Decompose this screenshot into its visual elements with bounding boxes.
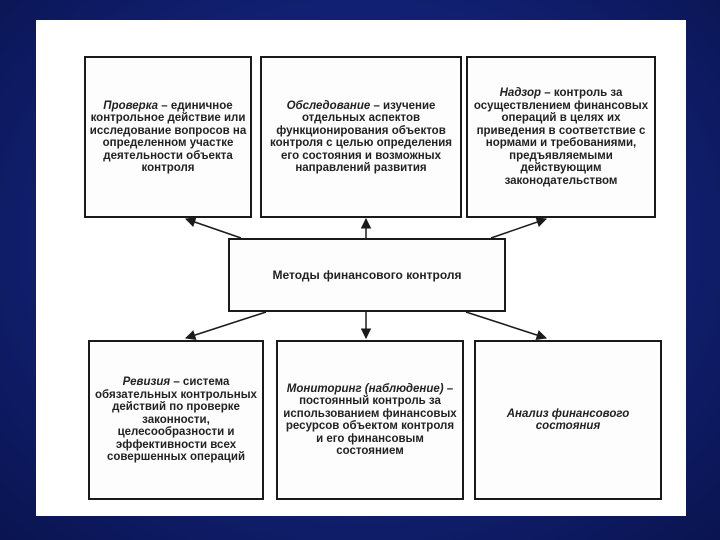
box-analiz <box>474 340 662 500</box>
box-obsledovanie <box>260 56 462 218</box>
arrow-to-proverka <box>186 219 241 238</box>
box-nadzor <box>466 56 656 218</box>
text-reviziya: – система обязательных контрольных действий по проверке законности, целесообразности и эффективности всех совершенных операций <box>95 376 257 464</box>
slide <box>36 20 686 516</box>
text-obsledovanie: – изучение отдельных аспектов функционирования объектов контроля с целью определения его состояния и возможных направлений развития <box>270 99 452 174</box>
text-nadzor: – контроль за осуществлением финансовых операций в целях их приведения в соответствие с нормами и требованиями, предъявляемыми действующим законодательством <box>473 87 649 187</box>
box-reviziya <box>88 340 264 500</box>
term-analiz: Анализ финансового состояния <box>506 407 630 432</box>
term-monitoring: Мониторинг (наблюдение) <box>286 382 444 395</box>
arrow-to-analiz <box>466 312 546 338</box>
term-nadzor: Надзор <box>499 87 542 99</box>
box-center-methods <box>228 238 506 312</box>
arrow-to-reviziya <box>186 312 266 338</box>
term-proverka: Проверка <box>103 99 159 112</box>
text-proverka: – единичное контрольное действие или исследование вопросов на определенном участке деятельности объекта контроля <box>89 99 247 174</box>
term-reviziya: Ревизия <box>122 376 171 389</box>
box-monitoring <box>276 340 464 500</box>
arrow-to-nadzor <box>491 219 546 238</box>
term-obsledovanie: Обследование <box>286 99 371 112</box>
text-monitoring: – постоянный контроль за использованием финансовых ресурсов объектом контроля и его финансовым состоянием <box>283 382 457 457</box>
box-proverka <box>84 56 252 218</box>
center-title: Методы финансового контроля <box>272 268 462 282</box>
